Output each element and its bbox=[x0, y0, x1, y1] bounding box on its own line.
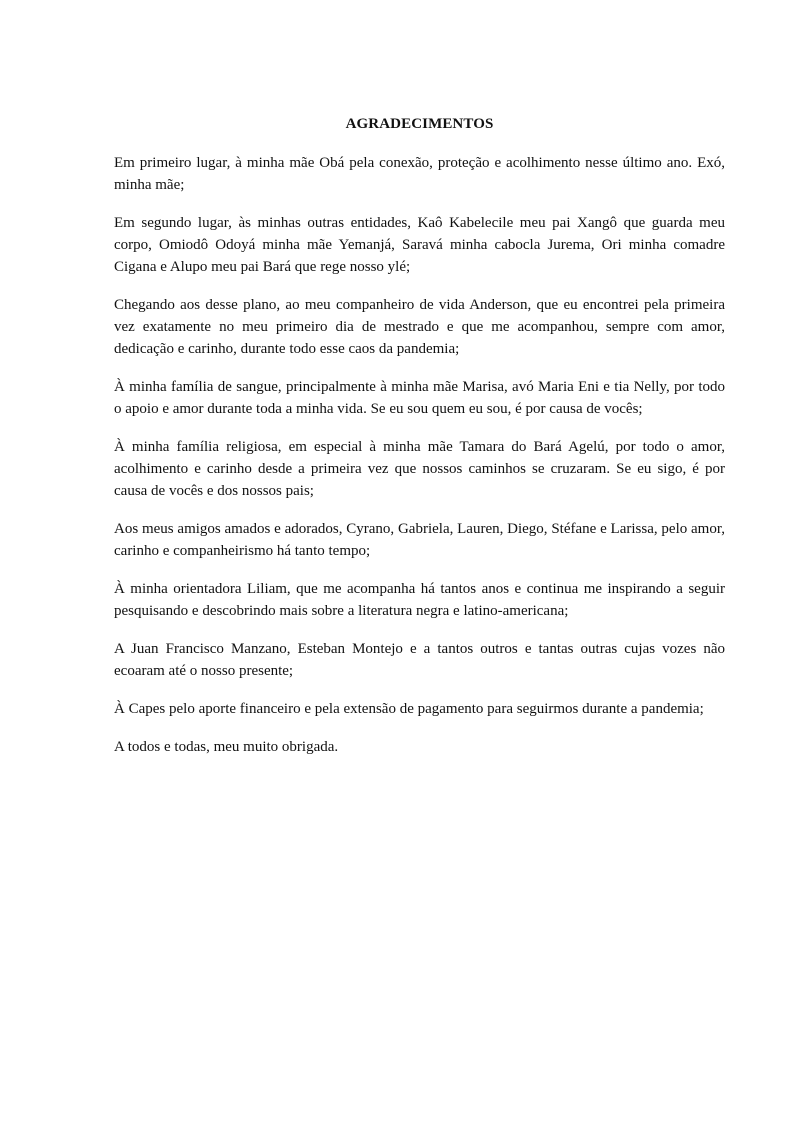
paragraph-4: À minha família de sangue, principalmente à minha mãe Marisa, avó Maria Eni e tia Nelly, por todo o apoio e amor durante toda a minha vida. Se eu sou quem eu sou, é por causa de vocês; bbox=[114, 379, 725, 417]
page-title: AGRADECIMENTOS bbox=[345, 116, 494, 132]
paragraph-6: Aos meus amigos amados e adorados, Cyrano, Gabriela, Lauren, Diego, Stéfane e Larissa, pelo amor, carinho e companheirismo há tanto tempo; bbox=[114, 521, 725, 559]
paragraph-10: A todos e todas, meu muito obrigada. bbox=[114, 739, 339, 755]
document-body bbox=[114, 113, 725, 774]
paragraph-5: À minha família religiosa, em especial à minha mãe Tamara do Bará Agelú, por todo o amor, acolhimento e carinho desde a primeira vez que nossos caminhos se cruzaram. Se eu sigo, é por causa de vocês e dos nossos pais; bbox=[114, 439, 725, 499]
paragraph-9: À Capes pelo aporte financeiro e pela extensão de pagamento para seguirmos durante a pandemia; bbox=[114, 701, 704, 717]
paragraph-8: A Juan Francisco Manzano, Esteban Montejo e a tantos outros e tantas outras cujas vozes não ecoaram até o nosso presente; bbox=[114, 641, 725, 679]
paragraph-1: Em primeiro lugar, à minha mãe Obá pela conexão, proteção e acolhimento nesse último ano. Exó, minha mãe; bbox=[114, 155, 725, 193]
paragraph-2: Em segundo lugar, às minhas outras entidades, Kaô Kabelecile meu pai Xangô que guarda meu corpo, Omiodô Odoyá minha mãe Yemanjá, Saravá minha cabocla Jurema, Ori minha comadre Cigana e Alupo meu pai Bará que rege nosso ylé; bbox=[114, 215, 725, 275]
paragraph-7: À minha orientadora Liliam, que me acompanha há tantos anos e continua me inspirando a seguir pesquisando e descobrindo mais sobre a literatura negra e latino-americana; bbox=[114, 581, 725, 619]
paragraph-3: Chegando aos desse plano, ao meu companheiro de vida Anderson, que eu encontrei pela primeira vez exatamente no meu primeiro dia de mestrado e que me acompanhou, sempre com amor, dedicação e carinho, durante todo esse caos da pandemia; bbox=[114, 297, 725, 357]
